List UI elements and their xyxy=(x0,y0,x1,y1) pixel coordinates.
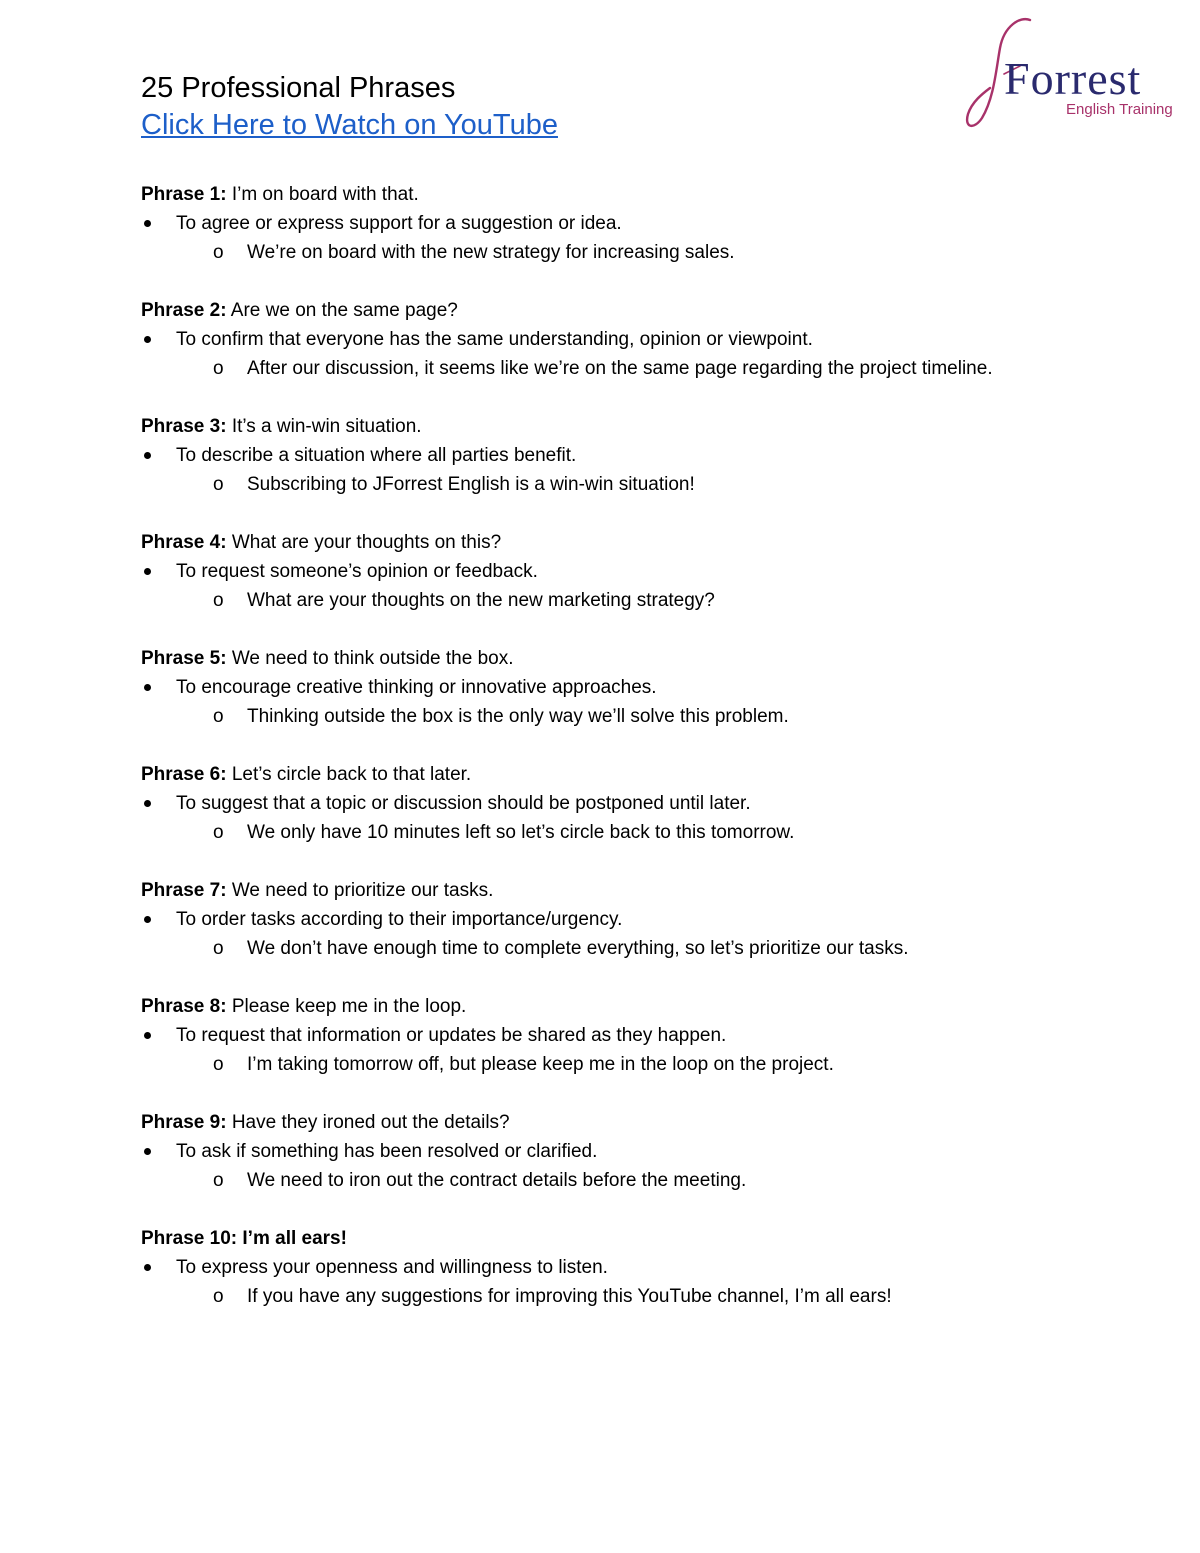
phrase-label: Phrase 5: xyxy=(141,648,227,669)
phrase-meaning: To ask if something has been resolved or clarified. xyxy=(141,1137,1041,1166)
phrase-text: Let’s circle back to that later. xyxy=(226,764,472,785)
phrase-meaning: To encourage creative thinking or innovative approaches. xyxy=(141,673,1041,702)
phrase-label: Phrase 10: I’m all ears! xyxy=(141,1228,347,1249)
phrase-example: o Thinking outside the box is the only way we’ll solve this problem. xyxy=(141,702,1041,731)
phrase-example: o We need to iron out the contract details before the meeting. xyxy=(141,1166,1041,1195)
phrase-text: Have they ironed out the details? xyxy=(226,1112,510,1133)
phrase-heading xyxy=(141,296,1041,325)
phrase-block xyxy=(141,876,1041,963)
phrase-example: o What are your thoughts on the new marketing strategy? xyxy=(141,586,1041,615)
phrase-example: o We only have 10 minutes left so let’s circle back to this tomorrow. xyxy=(141,818,1041,847)
phrase-heading xyxy=(141,412,1041,441)
phrase-text: It’s a win-win situation. xyxy=(226,416,422,437)
phrase-block xyxy=(141,760,1041,847)
phrase-block xyxy=(141,992,1041,1079)
phrase-text: We need to think outside the box. xyxy=(226,648,514,669)
phrase-heading xyxy=(141,528,1041,557)
phrase-label: Phrase 9: xyxy=(141,1112,227,1133)
phrase-heading xyxy=(141,1224,1041,1253)
phrase-meaning: To describe a situation where all parties benefit. xyxy=(141,441,1041,470)
phrase-text: Please keep me in the loop. xyxy=(226,996,467,1017)
phrase-block xyxy=(141,180,1041,267)
phrase-meaning: To express your openness and willingness to listen. xyxy=(141,1253,1041,1282)
page-title: 25 Professional Phrases xyxy=(141,72,456,104)
phrase-heading xyxy=(141,1108,1041,1137)
phrase-heading xyxy=(141,180,1041,209)
phrase-block xyxy=(141,296,1041,383)
phrase-text: I’m on board with that. xyxy=(226,184,419,205)
phrase-label: Phrase 8: xyxy=(141,996,227,1017)
phrase-meaning: To request that information or updates be shared as they happen. xyxy=(141,1021,1041,1050)
phrase-block xyxy=(141,412,1041,499)
phrase-meaning: To request someone’s opinion or feedback. xyxy=(141,557,1041,586)
phrase-label: Phrase 6: xyxy=(141,764,227,785)
phrase-example: o Subscribing to JForrest English is a win-win situation! xyxy=(141,470,1041,499)
phrase-text: What are your thoughts on this? xyxy=(226,532,502,553)
phrase-text: Are we on the same page? xyxy=(226,300,458,321)
phrase-label: Phrase 7: xyxy=(141,880,227,901)
phrase-example: o We don’t have enough time to complete everything, so let’s prioritize our tasks. xyxy=(141,934,1041,963)
phrase-label: Phrase 3: xyxy=(141,416,227,437)
logo-tagline: English Training xyxy=(1066,101,1173,118)
youtube-link[interactable]: Click Here to Watch on YouTube xyxy=(141,109,558,141)
logo-wordmark: Forrest xyxy=(1004,53,1142,104)
phrase-meaning: To confirm that everyone has the same understanding, opinion or viewpoint. xyxy=(141,325,1041,354)
phrase-heading xyxy=(141,644,1041,673)
phrase-example: o After our discussion, it seems like we’re on the same page regarding the project timeline. xyxy=(141,354,1041,383)
phrase-block xyxy=(141,1224,1041,1311)
phrase-label: Phrase 4: xyxy=(141,532,227,553)
phrase-heading xyxy=(141,760,1041,789)
phrase-block xyxy=(141,528,1041,615)
phrase-label: Phrase 1: xyxy=(141,184,227,205)
phrase-heading xyxy=(141,876,1041,905)
phrase-list xyxy=(141,180,1041,1340)
phrase-block xyxy=(141,1108,1041,1195)
phrase-block xyxy=(141,644,1041,731)
phrase-example: o If you have any suggestions for improving this YouTube channel, I’m all ears! xyxy=(141,1282,1041,1311)
phrase-meaning: To suggest that a topic or discussion should be postponed until later. xyxy=(141,789,1041,818)
phrase-example: o I’m taking tomorrow off, but please keep me in the loop on the project. xyxy=(141,1050,1041,1079)
phrase-text: We need to prioritize our tasks. xyxy=(226,880,494,901)
phrase-label: Phrase 2: xyxy=(141,300,227,321)
phrase-meaning: To agree or express support for a suggestion or idea. xyxy=(141,209,1041,238)
phrase-meaning: To order tasks according to their importance/urgency. xyxy=(141,905,1041,934)
phrase-heading xyxy=(141,992,1041,1021)
phrase-example: o We’re on board with the new strategy for increasing sales. xyxy=(141,238,1041,267)
